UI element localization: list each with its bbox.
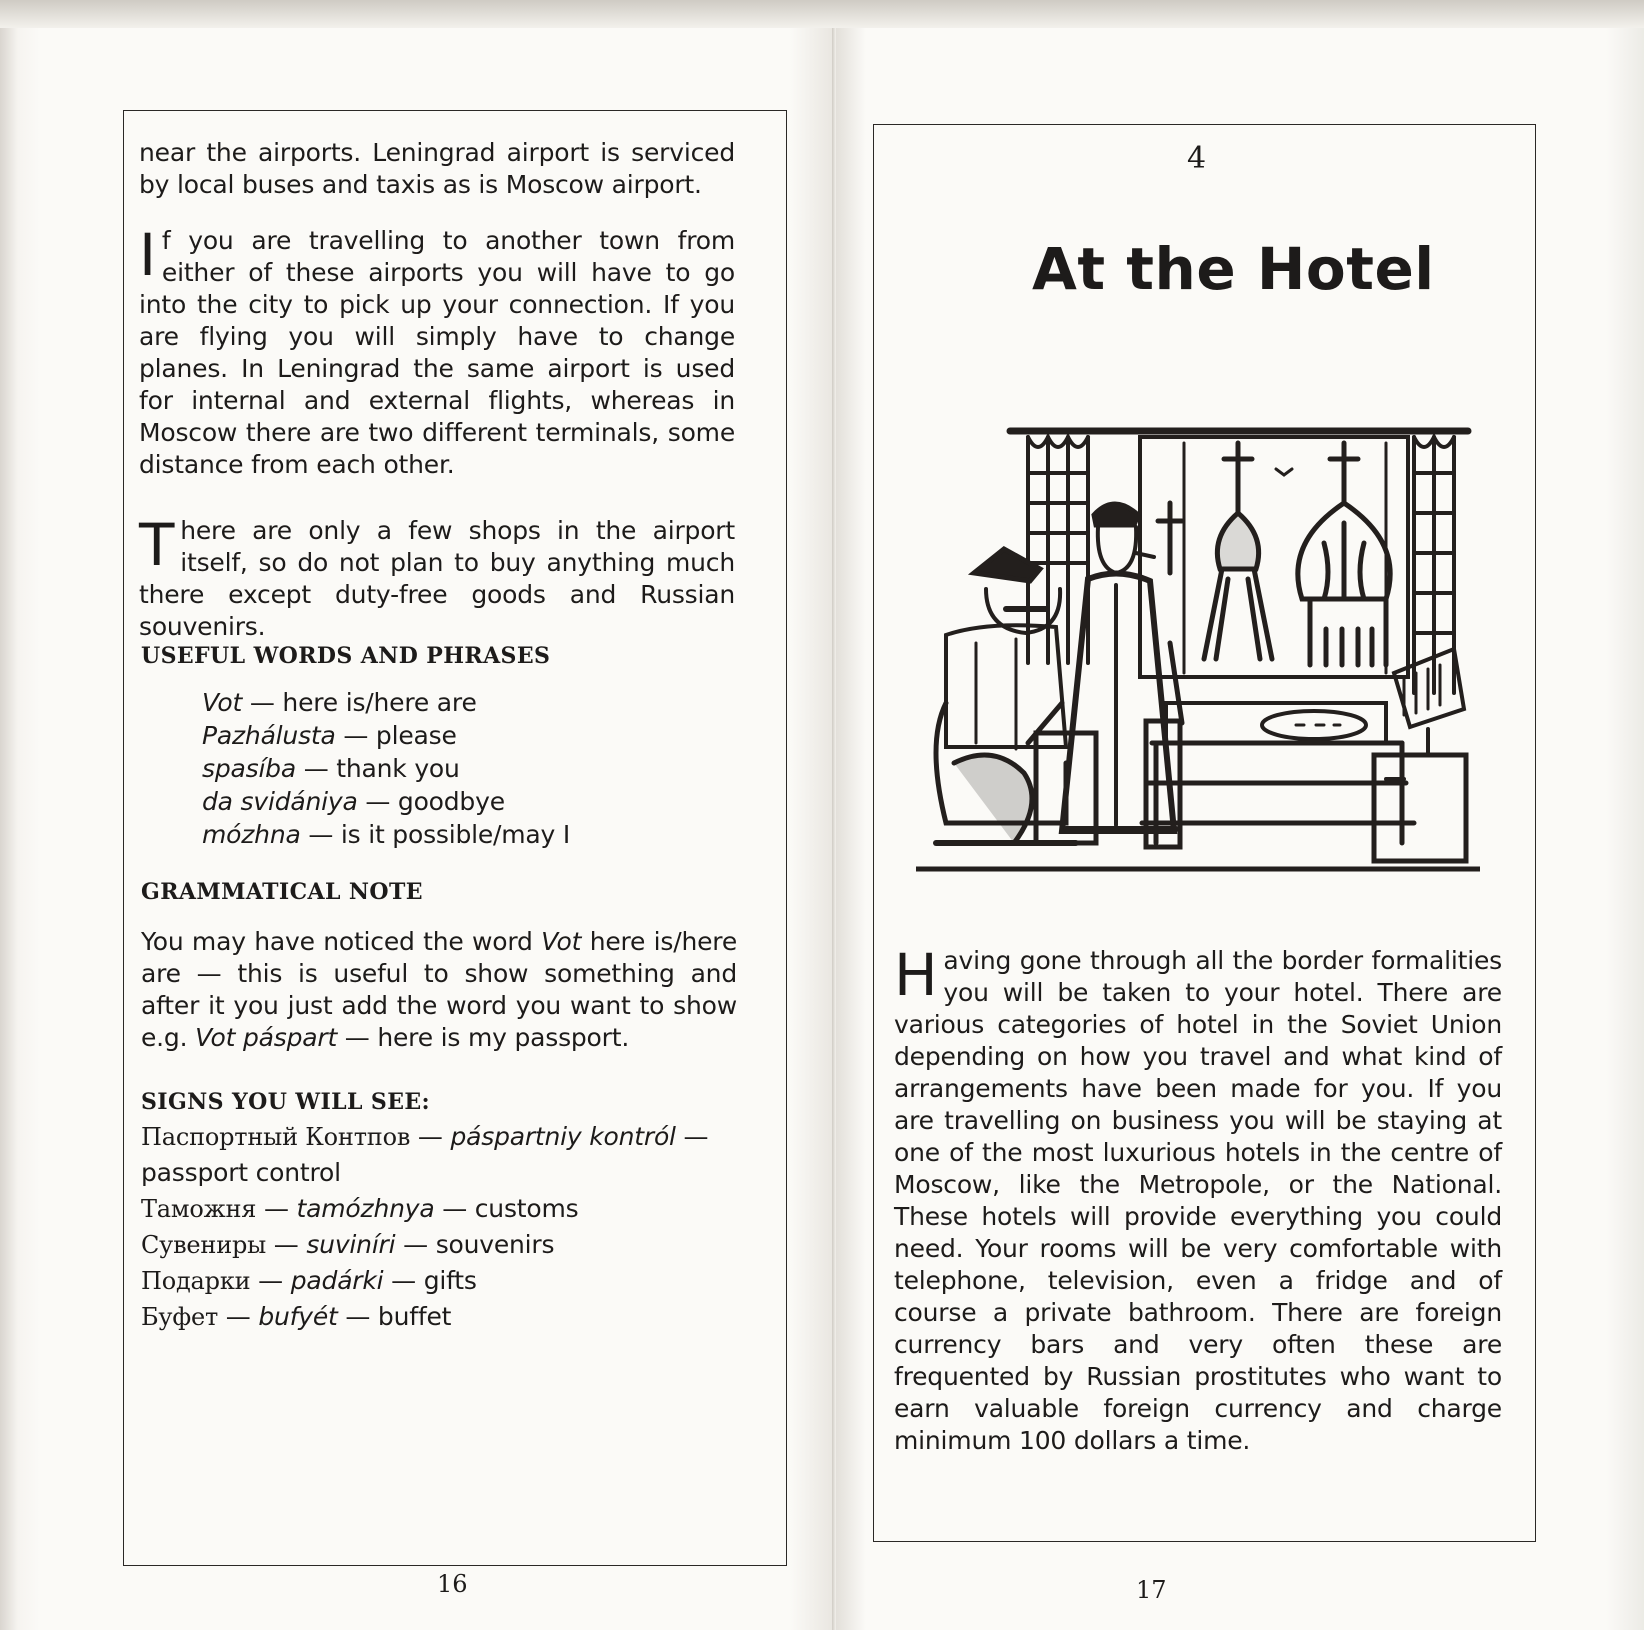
sign-russian: Таможня bbox=[141, 1195, 257, 1223]
sign-item bbox=[141, 1299, 741, 1335]
sign-transliteration: suviníri bbox=[306, 1230, 396, 1259]
phrase-term: mózhna bbox=[202, 820, 301, 849]
left-page-frame bbox=[123, 110, 787, 1566]
hotel-room-illustration bbox=[916, 403, 1480, 873]
sign-russian: Буфет bbox=[141, 1303, 219, 1331]
phrase-meaning: — thank you bbox=[295, 754, 460, 783]
paragraph-connections bbox=[139, 221, 735, 481]
sign-russian: Сувениры bbox=[141, 1231, 267, 1259]
grammatical-note-heading: GRAMMATICAL NOTE bbox=[141, 879, 423, 905]
sign-english: souvenirs bbox=[435, 1230, 555, 1259]
sign-transliteration: tamózhnya bbox=[296, 1194, 435, 1223]
grammar-vot: Vot bbox=[541, 927, 582, 956]
signs-list bbox=[141, 1119, 741, 1335]
traveller-figure bbox=[1028, 504, 1182, 847]
phrase-term: Vot bbox=[202, 688, 243, 717]
grammatical-note bbox=[141, 926, 737, 1054]
hotel-porter bbox=[936, 549, 1076, 843]
right-curtain bbox=[1414, 437, 1454, 693]
paragraph-text: aving gone through all the border formalities you will be taken to your hotel. There are various categories of hotel in the Soviet Union depending on how you travel and what kind of arrangements have been made for you. If you are travelling on business you will be staying at one of the most luxurious hotels in the centre of Moscow, like the Metropole, or the National. These hotels will provide everything you could need. Your rooms will be very comfortable with telephone, television, even a fridge and of course a private bathroom. There are foreign currency bars and very often these are frequented by Russian prostitutes who want to earn valuable foreign currency and charge minimum 100 dollars a time. bbox=[894, 946, 1502, 1455]
sign-transliteration: padárki bbox=[290, 1266, 384, 1295]
phrase-meaning: — is it possible/may I bbox=[300, 820, 571, 849]
sign-transliteration: páspartniy kontról bbox=[450, 1122, 676, 1151]
book-top-edge bbox=[0, 0, 1644, 28]
sign-dash: — bbox=[383, 1266, 424, 1295]
right-page bbox=[836, 28, 1644, 1630]
sign-russian: Подарки bbox=[141, 1267, 251, 1295]
paragraph-text: here are only a few shops in the airport itself, so do not plan to buy anything much there except duty-free goods and Russian souvenirs. bbox=[139, 516, 735, 641]
phrase-list bbox=[202, 687, 722, 852]
grammar-text-3: — here is my passport. bbox=[337, 1023, 630, 1052]
dropcap: T bbox=[139, 511, 175, 579]
sign-item bbox=[141, 1119, 741, 1191]
left-page bbox=[0, 28, 836, 1630]
window-frame bbox=[1140, 437, 1408, 677]
grammar-example: Vot páspart bbox=[195, 1023, 338, 1052]
sign-item bbox=[141, 1227, 741, 1263]
chapter-number: 4 bbox=[1187, 141, 1207, 176]
phrase-term: spasíba bbox=[202, 754, 296, 783]
sign-item bbox=[141, 1191, 741, 1227]
phrase-item bbox=[202, 720, 722, 753]
onion-domes bbox=[1158, 443, 1390, 665]
page-number-left: 16 bbox=[437, 1570, 468, 1598]
phrase-term: da svidániya bbox=[202, 787, 358, 816]
phrase-item bbox=[202, 786, 722, 819]
sign-dash: — bbox=[675, 1122, 709, 1151]
sign-dash: — bbox=[250, 1266, 291, 1295]
dropcap: I bbox=[139, 221, 156, 289]
phrase-meaning: — here is/here are bbox=[242, 688, 477, 717]
phrase-item bbox=[202, 753, 722, 786]
phrase-meaning: — goodbye bbox=[357, 787, 505, 816]
phrase-term: Pazhálusta bbox=[202, 721, 336, 750]
dropcap: H bbox=[894, 941, 938, 1009]
grammar-text-2: here is/here are — this is useful to show something and after it you just add the word you want to show e.g. bbox=[141, 927, 737, 1052]
grammar-text-1: You may have noticed the word bbox=[141, 927, 542, 956]
sign-dash: — bbox=[434, 1194, 475, 1223]
right-page-frame bbox=[873, 124, 1536, 1542]
sign-dash: — bbox=[256, 1194, 297, 1223]
page-number-right: 17 bbox=[1136, 1576, 1167, 1604]
phrase-item bbox=[202, 687, 722, 720]
paragraph-shops bbox=[139, 511, 735, 643]
sign-dash: — bbox=[218, 1302, 259, 1331]
phrase-item bbox=[202, 819, 722, 852]
sign-english: buffet bbox=[377, 1302, 452, 1331]
paragraph-airports: near the airports. Leningrad airport is serviced by local buses and taxis as is Moscow airport. bbox=[139, 138, 735, 199]
phrase-meaning: — please bbox=[335, 721, 457, 750]
sign-english: gifts bbox=[423, 1266, 477, 1295]
sign-dash: — bbox=[410, 1122, 451, 1151]
sign-english: passport control bbox=[141, 1158, 341, 1187]
sign-dash: — bbox=[395, 1230, 436, 1259]
sign-dash: — bbox=[266, 1230, 307, 1259]
sign-item bbox=[141, 1263, 741, 1299]
sign-english: customs bbox=[474, 1194, 579, 1223]
paragraph-text: f you are travelling to another town from either of these airports you will have to go into the city to pick up your connection. If you are flying you will simply have to change planes. In Leningrad the same airport is used for internal and external flights, whereas in Moscow there are two different terminals, some distance from each other. bbox=[139, 226, 735, 479]
useful-words-heading: USEFUL WORDS AND PHRASES bbox=[141, 643, 551, 669]
sign-dash: — bbox=[337, 1302, 378, 1331]
paragraph-hotel bbox=[894, 941, 1502, 1457]
sign-transliteration: bufyét bbox=[258, 1302, 338, 1331]
chapter-title: At the Hotel bbox=[1032, 235, 1435, 303]
sign-russian: Паспортный Контпов bbox=[141, 1123, 411, 1151]
signs-heading: SIGNS YOU WILL SEE: bbox=[141, 1089, 431, 1115]
